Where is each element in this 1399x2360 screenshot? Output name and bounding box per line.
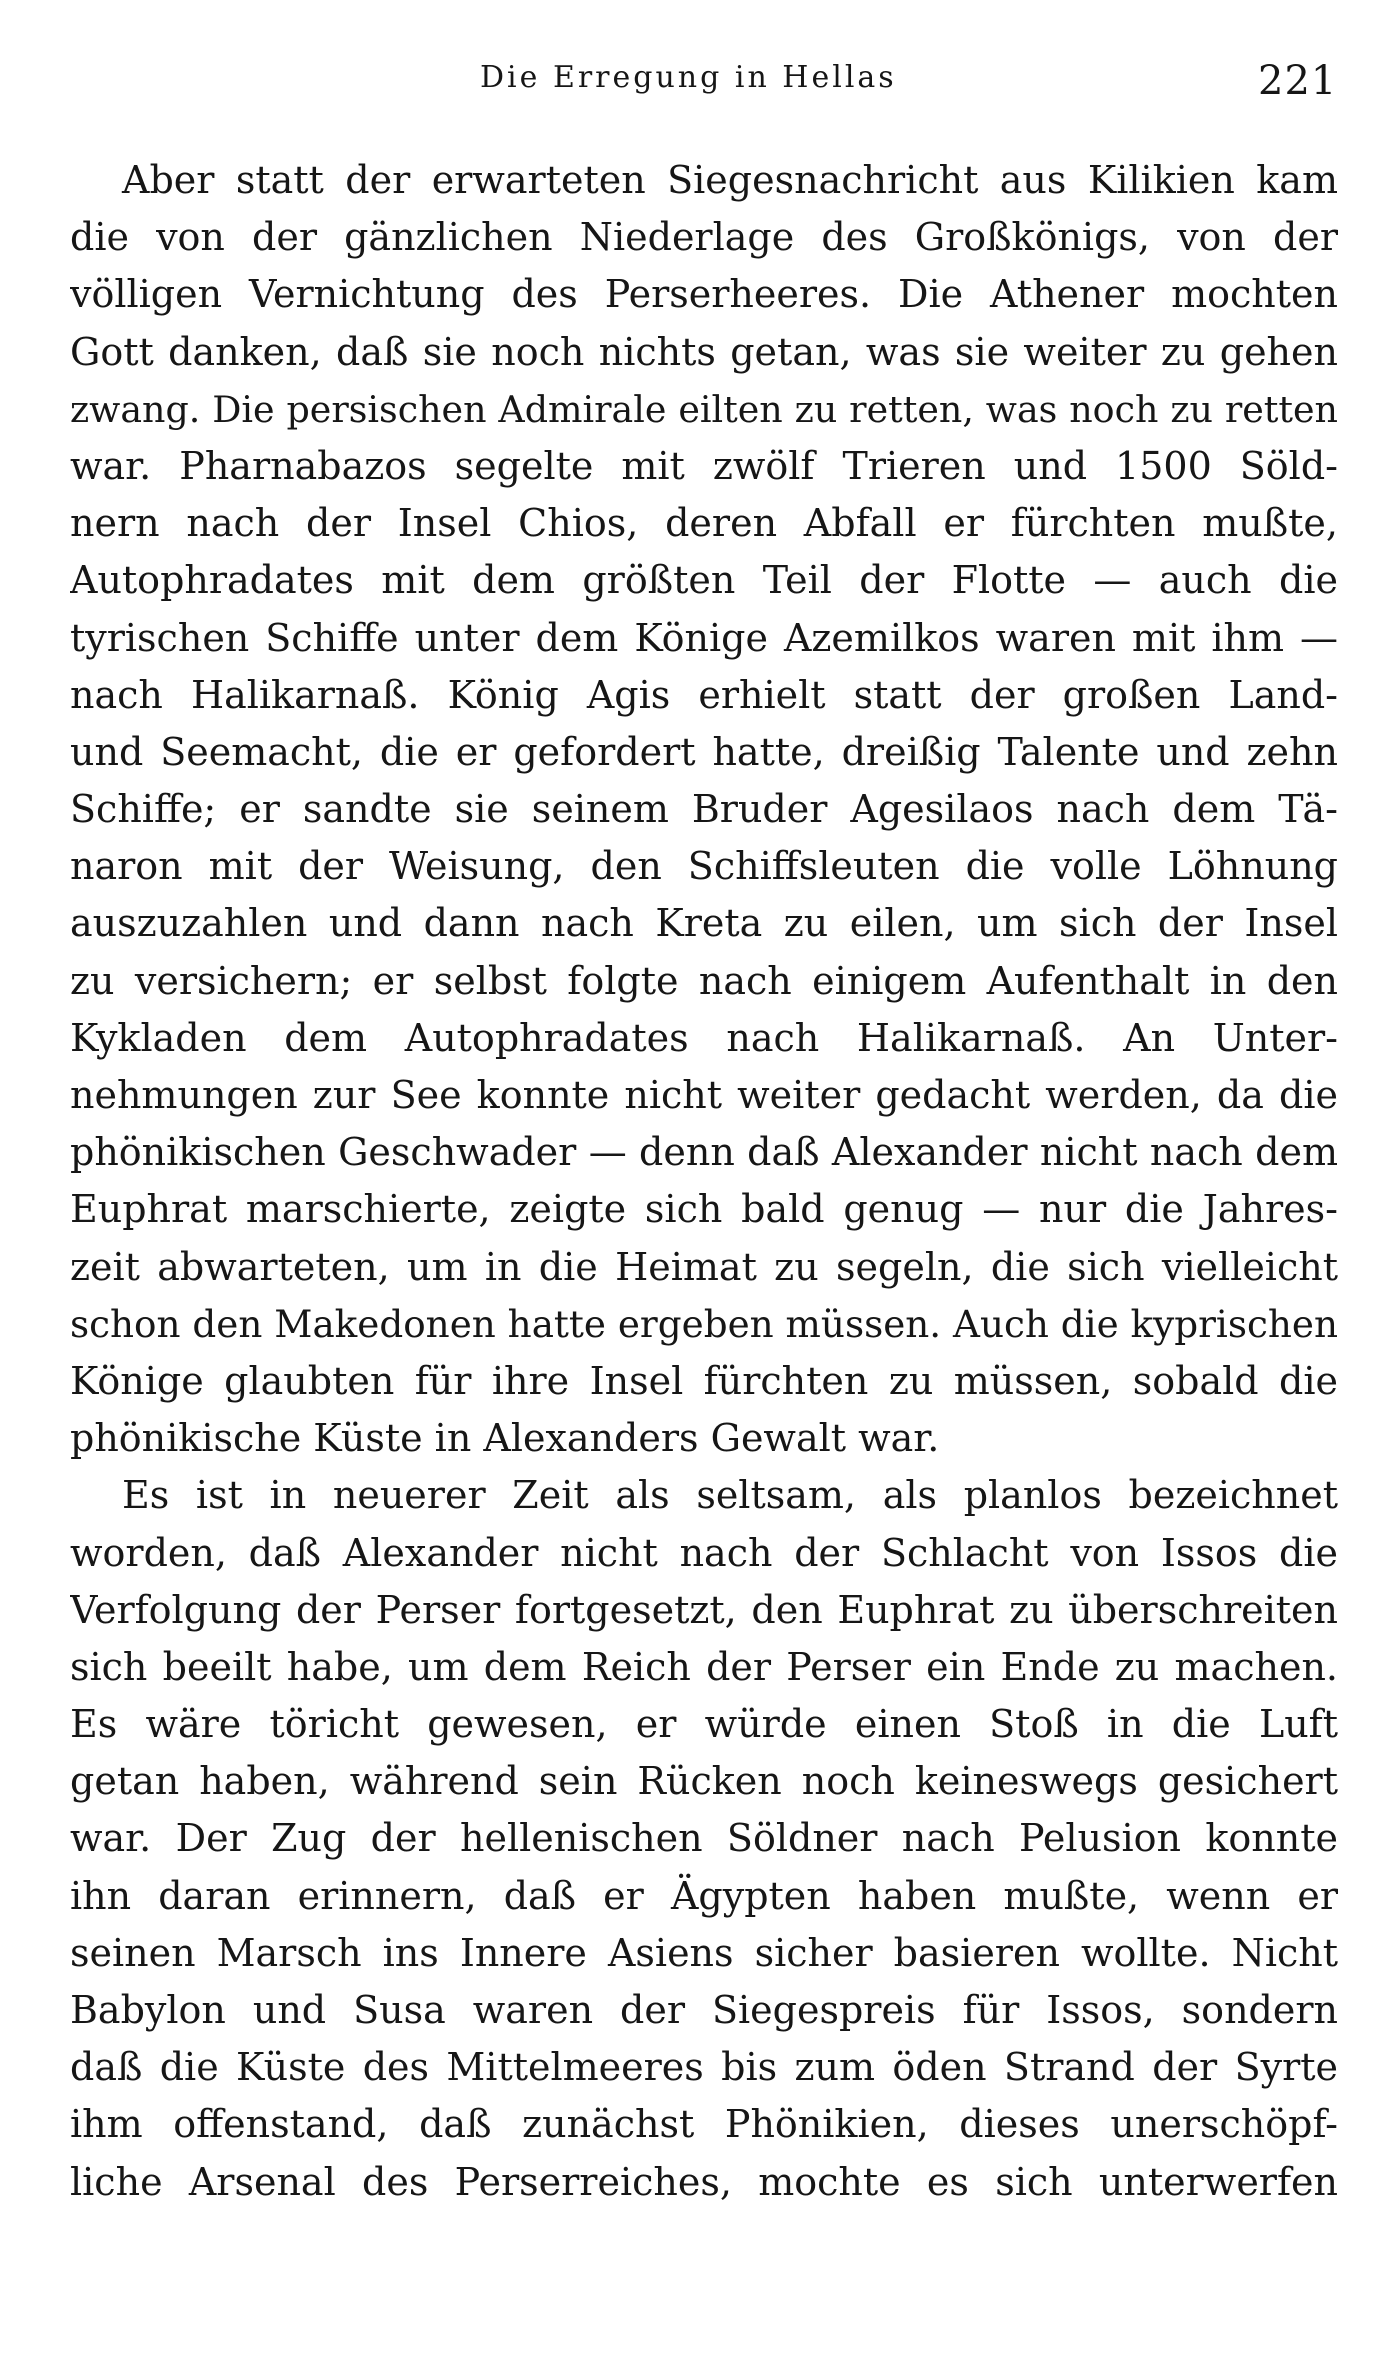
body-text	[70, 152, 1338, 2211]
text-line: die von der gänzlichen Niederlage des Großkönigs, von der	[70, 215, 1338, 260]
paragraph-1	[70, 152, 1338, 1467]
text-line: Schiffe; er sandte sie seinem Bruder Agesilaos nach dem Tä-	[70, 787, 1338, 832]
text-line: und Seemacht, die er gefordert hatte, dreißig Talente und zehn	[70, 729, 1338, 774]
running-head	[0, 58, 1399, 118]
text-line: phönikische Küste in Alexanders Gewalt war.	[70, 1416, 940, 1461]
text-line: worden, daß Alexander nicht nach der Schlacht von Issos die	[70, 1530, 1338, 1575]
text-line: nach Halikarnaß. König Agis erhielt statt der großen Land-	[70, 672, 1338, 717]
text-line: nehmungen zur See konnte nicht weiter gedacht werden, da die	[70, 1073, 1338, 1117]
text-line: auszuzahlen und dann nach Kreta zu eilen, um sich der Insel	[70, 901, 1338, 946]
text-line: zu versichern; er selbst folgte nach einigem Aufenthalt in den	[70, 958, 1338, 1003]
text-line: schon den Makedonen hatte ergeben müssen. Auch die kyprischen	[70, 1301, 1338, 1346]
text-line: völligen Vernichtung des Perserheeres. Die Athener mochten	[70, 272, 1338, 317]
text-line: Könige glaubten für ihre Insel fürchten zu müssen, sobald die	[70, 1358, 1338, 1403]
page-number: 221	[1258, 58, 1338, 104]
running-title: Die Erregung in Hellas	[480, 60, 897, 95]
text-line: Gott danken, daß sie noch nichts getan, was sie weiter zu gehen	[70, 329, 1338, 374]
text-line: Es ist in neuerer Zeit als seltsam, als planlos bezeichnet	[122, 1473, 1338, 1518]
text-line: zwang. Die persischen Admirale eilten zu retten, was noch zu retten	[70, 387, 1338, 431]
text-line: ihn daran erinnern, daß er Ägypten haben mußte, wenn er	[70, 1873, 1338, 1918]
text-line: Euphrat marschierte, zeigte sich bald genug — nur die Jahres-	[70, 1187, 1338, 1232]
text-line: Verfolgung der Perser fortgesetzt, den Euphrat zu überschreiten	[70, 1587, 1338, 1632]
text-line: zeit abwarteten, um in die Heimat zu segeln, die sich vielleicht	[70, 1244, 1338, 1289]
text-line: naron mit der Weisung, den Schiffsleuten die volle Löhnung	[70, 844, 1338, 889]
text-line: phönikischen Geschwader — denn daß Alexander nicht nach dem	[70, 1130, 1338, 1175]
text-line: Autophradates mit dem größten Teil der Flotte — auch die	[70, 558, 1338, 603]
text-line: seinen Marsch ins Innere Asiens sicher basieren wollte. Nicht	[70, 1930, 1338, 1975]
text-line: Kykladen dem Autophradates nach Halikarnaß. An Unter-	[70, 1015, 1338, 1060]
text-line: Babylon und Susa waren der Siegespreis für Issos, sondern	[70, 1988, 1338, 2032]
text-line: getan haben, während sein Rücken noch keineswegs gesichert	[70, 1759, 1338, 1804]
text-line: daß die Küste des Mittelmeeres bis zum öden Strand der Syrte	[70, 2045, 1338, 2090]
text-line: nern nach der Insel Chios, deren Abfall er fürchten mußte,	[70, 501, 1338, 546]
text-line: Es wäre töricht gewesen, er würde einen Stoß in die Luft	[70, 1702, 1338, 1747]
text-line: war. Der Zug der hellenischen Söldner nach Pelusion konnte	[70, 1816, 1338, 1861]
text-line: war. Pharnabazos segelte mit zwölf Trieren und 1500 Söld-	[70, 443, 1338, 488]
text-line: liche Arsenal des Perserreiches, mochte es sich unterwerfen	[70, 2159, 1338, 2204]
paragraph-2	[70, 1467, 1338, 2210]
text-line: tyrischen Schiffe unter dem Könige Azemilkos waren mit ihm —	[70, 615, 1338, 660]
text-line: sich beeilt habe, um dem Reich der Perser ein Ende zu machen.	[70, 1644, 1338, 1689]
text-line: Aber statt der erwarteten Siegesnachricht aus Kilikien kam	[122, 158, 1338, 202]
text-line: ihm offenstand, daß zunächst Phönikien, dieses unerschöpf-	[70, 2102, 1338, 2147]
